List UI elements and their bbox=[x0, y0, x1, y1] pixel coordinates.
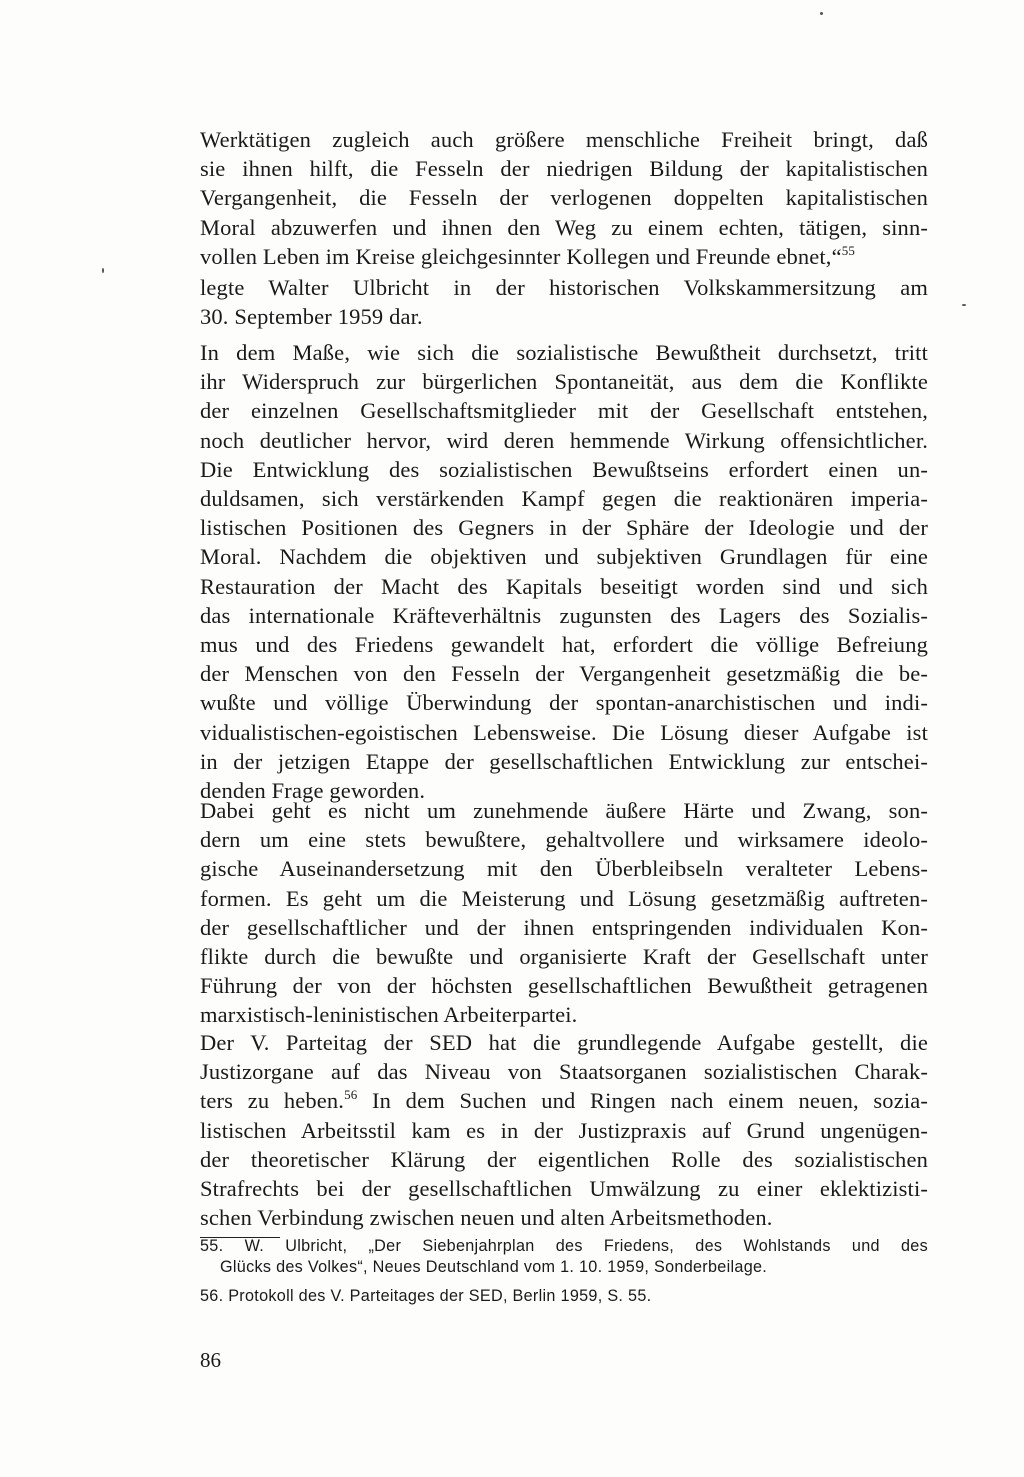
text-line: Justizorgane auf das Niveau von Staatsorganen sozialistischen Charak- bbox=[200, 1059, 928, 1085]
text-line: der Menschen von den Fesseln der Vergangenheit gesetzmäßig die be- bbox=[200, 661, 928, 687]
text-line: ihr Widerspruch zur bürgerlichen Spontaneität, aus dem die Konflikte bbox=[200, 369, 928, 395]
text-line: listischen Arbeitsstil kam es in der Justizpraxis auf Grund ungenügen- bbox=[200, 1117, 928, 1143]
text-line: Dabei geht es nicht um zunehmende äußere Härte und Zwang, son- bbox=[200, 798, 928, 823]
footnote-ref-55[interactable]: 55 bbox=[841, 242, 856, 258]
footnotes bbox=[200, 1236, 928, 1307]
text-line: Vergangenheit, die Fesseln der verlogenen doppelten kapitalistischen bbox=[200, 185, 928, 211]
page-number: 86 bbox=[200, 1348, 221, 1372]
text-line: formen. Es geht um die Meisterung und Lösung gesetzmäßig auftreten- bbox=[200, 885, 928, 911]
text-line: marxistisch-leninistischen Arbeiterpartei. bbox=[200, 1002, 578, 1028]
paragraph-2 bbox=[200, 338, 928, 805]
scan-speck bbox=[962, 304, 966, 306]
text-line: sie ihnen hilft, die Fesseln der niedrigen Bildung der kapitalistischen bbox=[200, 156, 928, 182]
text-line-with-footnote bbox=[200, 242, 928, 271]
paragraph-4 bbox=[200, 1028, 928, 1232]
footnote-55-line2: Glücks des Volkes“, Neues Deutschland vom 1. 10. 1959, Sonderbeilage. bbox=[220, 1258, 768, 1276]
text-line: listischen Positionen des Gegners in der Sphäre der Ideologie und der bbox=[200, 515, 928, 541]
text-line: in der jetzigen Etappe der gesellschaftlichen Entwicklung zur entschei- bbox=[200, 748, 928, 774]
text-line: dern um eine stets bewußtere, gehaltvollere und wirksamere ideolo- bbox=[200, 827, 928, 853]
text-line: 30. September 1959 dar. bbox=[200, 304, 423, 330]
text-line: Moral. Nachdem die objektiven und subjektiven Grundlagen für eine bbox=[200, 544, 928, 570]
footnote-56: 56. Protokoll des V. Parteitages der SED, Berlin 1959, S. 55. bbox=[200, 1287, 652, 1305]
text-line: der gesellschaftlicher und der ihnen entspringenden individualen Kon- bbox=[200, 914, 928, 940]
text-line: In dem Maße, wie sich die sozialistische Bewußtheit durchsetzt, tritt bbox=[200, 340, 928, 365]
text-line: vollen Leben im Kreise gleichgesinnter Kollegen und Freunde ebnet,“ bbox=[200, 243, 842, 269]
text-line: Führung der von der höchsten gesellschaftlichen Bewußtheit getragenen bbox=[200, 973, 928, 999]
text-line: Werktätigen zugleich auch größere menschliche Freiheit bringt, daß bbox=[200, 127, 928, 152]
scan-speck bbox=[820, 12, 823, 15]
text-line: der einzelnen Gesellschaftsmitglieder mit der Gesellschaft entstehen, bbox=[200, 398, 928, 424]
text-line: Restauration der Macht des Kapitals beseitigt worden sind und sich bbox=[200, 573, 928, 599]
text-line: noch deutlicher hervor, wird deren hemmende Wirkung offensichtlicher. bbox=[200, 427, 928, 453]
text-line: legte Walter Ulbricht in der historischen Volkskammersitzung am bbox=[200, 275, 928, 301]
text-line: Der V. Parteitag der SED hat die grundlegende Aufgabe gestellt, die bbox=[200, 1030, 928, 1055]
text-line: das internationale Kräfteverhältnis zugunsten des Lagers des Sozialis- bbox=[200, 602, 928, 628]
scan-speck bbox=[102, 268, 104, 273]
text-line: Moral abzuwerfen und ihnen den Weg zu einem echten, tätigen, sinn- bbox=[200, 214, 928, 240]
text-line: der theoretischer Klärung der eigentlichen Rolle des sozialistischen bbox=[200, 1146, 928, 1172]
text-line: Die Entwicklung des sozialistischen Bewußtseins erfordert einen un- bbox=[200, 456, 928, 482]
text-line: mus und des Friedens gewandelt hat, erfordert die völlige Befreiung bbox=[200, 632, 928, 658]
paragraph-1 bbox=[200, 125, 928, 331]
text-line: flikte durch die bewußte und organisierte Kraft der Gesellschaft unter bbox=[200, 944, 928, 970]
text-line: gische Auseinandersetzung mit den Überbleibseln veralteter Lebens- bbox=[200, 856, 928, 882]
text-line: schen Verbindung zwischen neuen und alten Arbeitsmethoden. bbox=[200, 1205, 773, 1231]
paragraph-3 bbox=[200, 796, 928, 1030]
text-line: vidualistischen-egoistischen Lebensweise. Die Lösung dieser Aufgabe ist bbox=[200, 719, 928, 745]
text-segment: In dem Suchen und Ringen nach einem neuen, sozia- bbox=[357, 1088, 929, 1114]
text-segment: ters zu heben. bbox=[200, 1088, 345, 1114]
text-line: Strafrechts bei der gesellschaftlichen Umwälzung zu einer eklektizisti- bbox=[200, 1176, 928, 1202]
footnote-ref-56[interactable]: 56 bbox=[344, 1087, 358, 1103]
text-line-with-footnote bbox=[200, 1086, 928, 1115]
footnote-55-line1: 55. W. Ulbricht, „Der Siebenjahrplan des Friedens, des Wohlstands und des bbox=[200, 1237, 928, 1255]
text-line: duldsamen, sich verstärkenden Kampf gegen die reaktionären imperia- bbox=[200, 486, 928, 512]
text-line: wußte und völlige Überwindung der spontan-anarchistischen und indi- bbox=[200, 690, 928, 716]
text-line: denden Frage geworden. bbox=[200, 778, 426, 804]
